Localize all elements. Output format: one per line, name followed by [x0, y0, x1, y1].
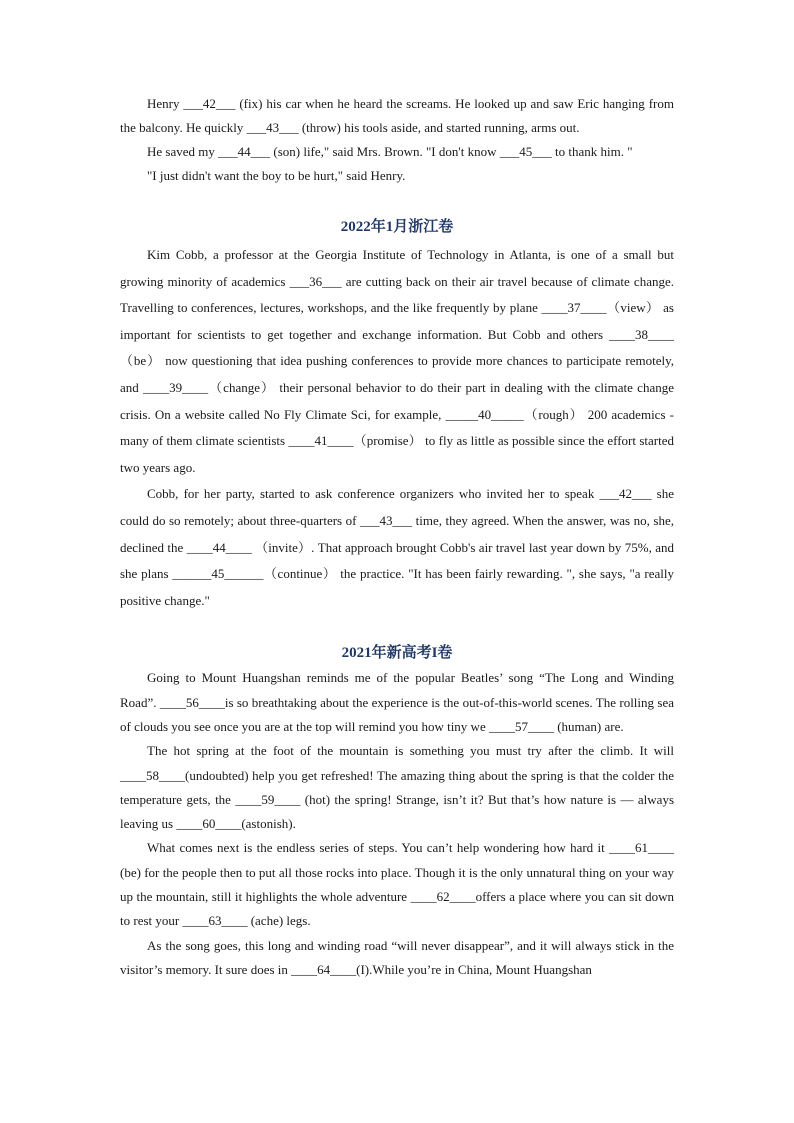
paragraph: What comes next is the endless series of steps. You can’t help wondering how hard it ____61____ (be) for the people then to put all those rocks into place. Though it is the only unnatural thing on your way up the mountain, still it highlights the whole adventure ____62____offers a place where you can sit down to rest your ____63____ (ache) legs.: [120, 840, 674, 929]
section-continuation: [120, 92, 674, 188]
paragraph: "I just didn't want the boy to be hurt," said Henry.: [147, 168, 406, 183]
paragraph: Henry ___42___ (fix) his car when he heard the screams. He looked up and saw Eric hanging from the balcony. He quickly ___43___ (throw) his tools aside, and started running, arms out.: [120, 96, 674, 135]
section-zhejiang-2022: [120, 242, 674, 614]
paragraph: He saved my ___44___ (son) life," said Mrs. Brown. "I don't know ___45___ to thank him. ": [147, 144, 633, 159]
section-xingaokao-2021: [120, 666, 674, 982]
paragraph: As the song goes, this long and winding road “will never disappear”, and it will always stick in the visitor’s memory. It sure does in ____64____(I).While you’re in China, Mount Huangshan: [120, 937, 674, 977]
paragraph: Cobb, for her party, started to ask conference organizers who invited her to speak ___42___ she could do so remotely; about three-quarters of ___43___ time, they agreed. When the answer, was no, she, declined the ____44____ （invite）. That approach brought Cobb's air travel last year down by 75%, and she plans ______45______（continue） the practice. "It has been fairly rewarding. ", she says, "a really positive change.": [120, 486, 674, 608]
paragraph: The hot spring at the foot of the mountain is something you must try after the climb. It will ____58____(undoubted) help you get refreshed! The amazing thing about the spring is that the colder the temperature gets, the ____59____ (hot) the spring! Strange, isn’t it? But that’s how nature is — always leaving us ____60____(astonish).: [120, 743, 674, 832]
section-title-xingaokao-2021: 2021年新高考I卷: [341, 645, 453, 662]
paragraph: Kim Cobb, a professor at the Georgia Institute of Technology in Atlanta, is one of a small but growing minority of academics ___36___ are cutting back on their air travel because of climate change. Travelling to conferences, lectures, workshops, and the like frequently by plane ____37____（view） as important for scientists to get together and exchange information. But Cobb and others ____38____ （be） now questioning that idea pushing conferences to provide more chances to participate remotely, and ____39____（change） their personal behavior to do their part in dealing with the climate change crisis. On a website called No Fly Climate Sci, for example, _____40_____（rough） 200 academics - many of them climate scientists ____41____（promise） to fly as little as possible since the effort started two years ago.: [120, 247, 674, 475]
paragraph: Going to Mount Huangshan reminds me of the popular Beatles’ song “The Long and Winding Road”. ____56____is so breathtaking about the experience is the out-of-this-world scenes. The rolling sea of clouds you see once you are at the top will remind you how tiny we ____57____ (human) are.: [120, 670, 674, 734]
document-page: [120, 92, 674, 982]
section-title-zhejiang-2022: 2022年1月浙江卷: [340, 219, 454, 235]
